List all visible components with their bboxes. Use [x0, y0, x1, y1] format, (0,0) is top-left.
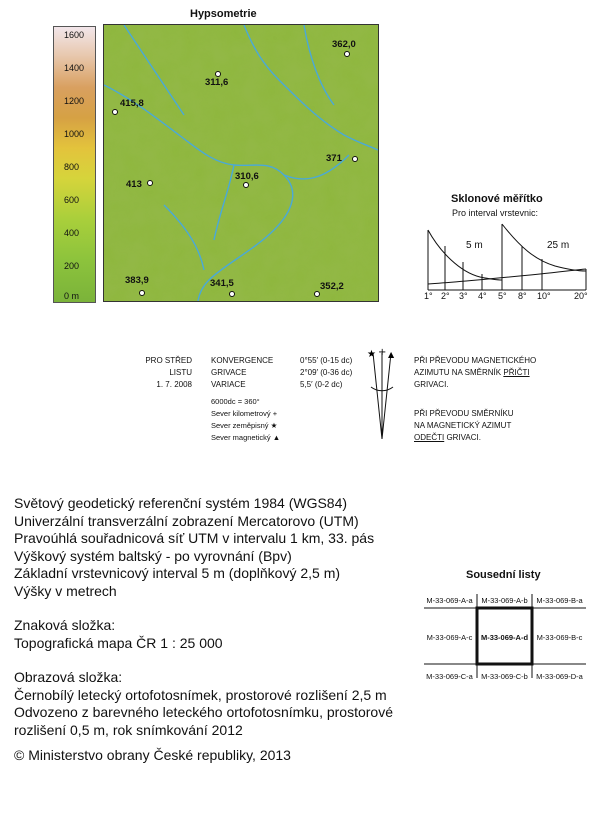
note-add-line3: GRIVACI. — [414, 380, 449, 389]
hypsometry-title: Hypsometrie — [190, 8, 257, 20]
neighbour-sheet: M-33-069-A-c — [426, 633, 473, 642]
map-point-label: 311,6 — [205, 77, 229, 88]
neighbour-sheet: M-33-069-C-a — [426, 672, 473, 681]
center-label-1: PRO STŘED LISTU — [145, 356, 192, 377]
meta-line: Pravoúhlá souřadnicová síť UTM v intervalu 1 km, 33. pás — [14, 530, 375, 546]
legend-label: 600 — [64, 195, 80, 205]
slope-scale-title: Sklonové měřítko — [451, 193, 543, 205]
meta-line: Odvozeno z barevného leteckého ortofotosnímku, prostorové — [14, 704, 393, 720]
hypsometric-map — [103, 24, 379, 302]
map-point-marker — [229, 291, 235, 297]
note-add — [414, 355, 536, 391]
map-metadata — [14, 495, 393, 765]
legend-label: 0 m — [64, 291, 80, 301]
meta-line: Základní vrstevnicový interval 5 m (doplňkový 2,5 m) — [14, 565, 341, 581]
declination-values — [300, 355, 352, 391]
slope-tick: 20° — [574, 291, 588, 301]
north-mag-label: Sever magnetický — [211, 433, 271, 442]
center-label-2: 1. 7. 2008 — [156, 380, 192, 389]
map-point-label: 362,0 — [332, 39, 356, 50]
map-point-label: 310,6 — [235, 171, 259, 182]
elevation-legend — [53, 26, 96, 303]
note-sub-line3: GRIVACI. — [444, 433, 481, 442]
legend-label: 1400 — [64, 63, 85, 73]
note-subtract — [414, 408, 514, 444]
slope-tick: 2° — [441, 291, 450, 301]
neighbour-sheet: M-33-069-A-a — [426, 596, 473, 605]
variace-value: 5,5′ (0-2 dc) — [300, 380, 343, 389]
slope-tick: 8° — [518, 291, 527, 301]
meta-line: Obrazová složka: — [14, 669, 123, 685]
neighbours-title: Sousední listy — [466, 569, 541, 581]
legend-label: 400 — [64, 228, 80, 238]
meta-line: Výškový systém baltský - po vyrovnání (Bpv) — [14, 547, 292, 564]
neighbour-sheet: M-33-069-A-b — [481, 596, 528, 605]
neighbour-sheet: M-33-069-B-c — [536, 633, 583, 642]
declination-diagram — [365, 347, 401, 443]
arrow-up-icon: ▲ — [272, 433, 281, 442]
grivace-label: GRIVACE — [211, 368, 247, 377]
slope-tick: 4° — [478, 291, 487, 301]
svg-text:▲: ▲ — [388, 350, 395, 359]
north-km-label: Sever kilometrový — [211, 409, 271, 418]
map-point-label: 341,5 — [210, 278, 234, 289]
legend-label: 1600 — [64, 30, 85, 40]
note-add-line2: AZIMUTU NA SMĚRNÍK — [414, 368, 502, 377]
konvergence-label: KONVERGENCE — [211, 356, 274, 365]
map-point-label: 371 — [326, 153, 342, 164]
variace-label: VARIACE — [211, 380, 246, 389]
legend-label: 800 — [64, 162, 80, 172]
map-point-marker — [112, 109, 118, 115]
svg-text:+: + — [378, 347, 387, 358]
slope-tick: 5° — [498, 291, 507, 301]
slope-tick: 1° — [424, 291, 433, 301]
slope-tick: 10° — [537, 291, 551, 301]
meta-line: rozlišení 0,5 m, rok snímkování 2012 — [14, 721, 243, 738]
map-point-label: 415,8 — [120, 98, 144, 109]
current-sheet: M-33-069-A-d — [480, 633, 529, 642]
north-legend — [211, 396, 280, 444]
slope-label-5m: 5 m — [466, 240, 483, 251]
map-point-label: 352,2 — [320, 281, 344, 292]
meta-line: Topografická mapa ČR 1 : 25 000 — [14, 634, 223, 651]
neighbour-sheet: M-33-069-D-a — [536, 672, 583, 681]
meta-line: Univerzální transverzální zobrazení Mercatorovo (UTM) — [14, 512, 359, 529]
legend-label: 1200 — [64, 96, 85, 106]
map-point-label: 413 — [126, 179, 142, 190]
slope-scale-graph — [420, 222, 590, 294]
neighbour-sheet: M-33-069-B-a — [536, 596, 583, 605]
center-label — [130, 355, 192, 391]
legend-label: 1000 — [64, 129, 85, 139]
map-point-marker — [352, 156, 358, 162]
map-point-marker — [147, 180, 153, 186]
copyright: © Ministerstvo obrany České republiky, 2013 — [14, 747, 291, 763]
slope-label-25m: 25 m — [547, 240, 570, 251]
note-sub-line2: NA MAGNETICKÝ AZIMUT — [414, 421, 512, 430]
map-point-marker — [243, 182, 249, 188]
declination-labels — [211, 355, 273, 391]
meta-line: Znaková složka: — [14, 617, 116, 633]
meta-line: Černobílý letecký ortofotosnímek, prostorové rozlišení 2,5 m — [14, 686, 387, 703]
map-point-marker — [139, 290, 145, 296]
meta-line: Výšky v metrech — [14, 582, 117, 599]
grivace-value: 2°09′ (0-36 dc) — [300, 368, 353, 377]
plus-icon: + — [272, 409, 278, 418]
slope-scale-subtitle: Pro interval vrstevnic: — [452, 208, 539, 218]
north-geo-label: Sever zeměpisný — [211, 421, 269, 430]
map-point-marker — [344, 51, 350, 57]
dc-note: 6000dc = 360° — [211, 397, 260, 406]
neighbour-sheet: M-33-069-C-b — [481, 672, 528, 681]
star-icon: ★ — [270, 421, 278, 430]
meta-line: Světový geodetický referenční systém 1984 (WGS84) — [14, 495, 348, 511]
map-point-label: 383,9 — [125, 275, 149, 286]
note-add-verb: PŘIČTI — [503, 368, 530, 377]
slope-tick: 3° — [459, 291, 468, 301]
konvergence-value: 0°55′ (0-15 dc) — [300, 356, 353, 365]
note-sub-verb: ODEČTI — [414, 433, 445, 442]
note-sub-line1: PŘI PŘEVODU SMĚRNÍKU — [414, 409, 514, 418]
svg-text:★: ★ — [367, 349, 376, 360]
legend-label: 200 — [64, 261, 80, 271]
note-add-line1: PŘI PŘEVODU MAGNETICKÉHO — [414, 356, 537, 365]
